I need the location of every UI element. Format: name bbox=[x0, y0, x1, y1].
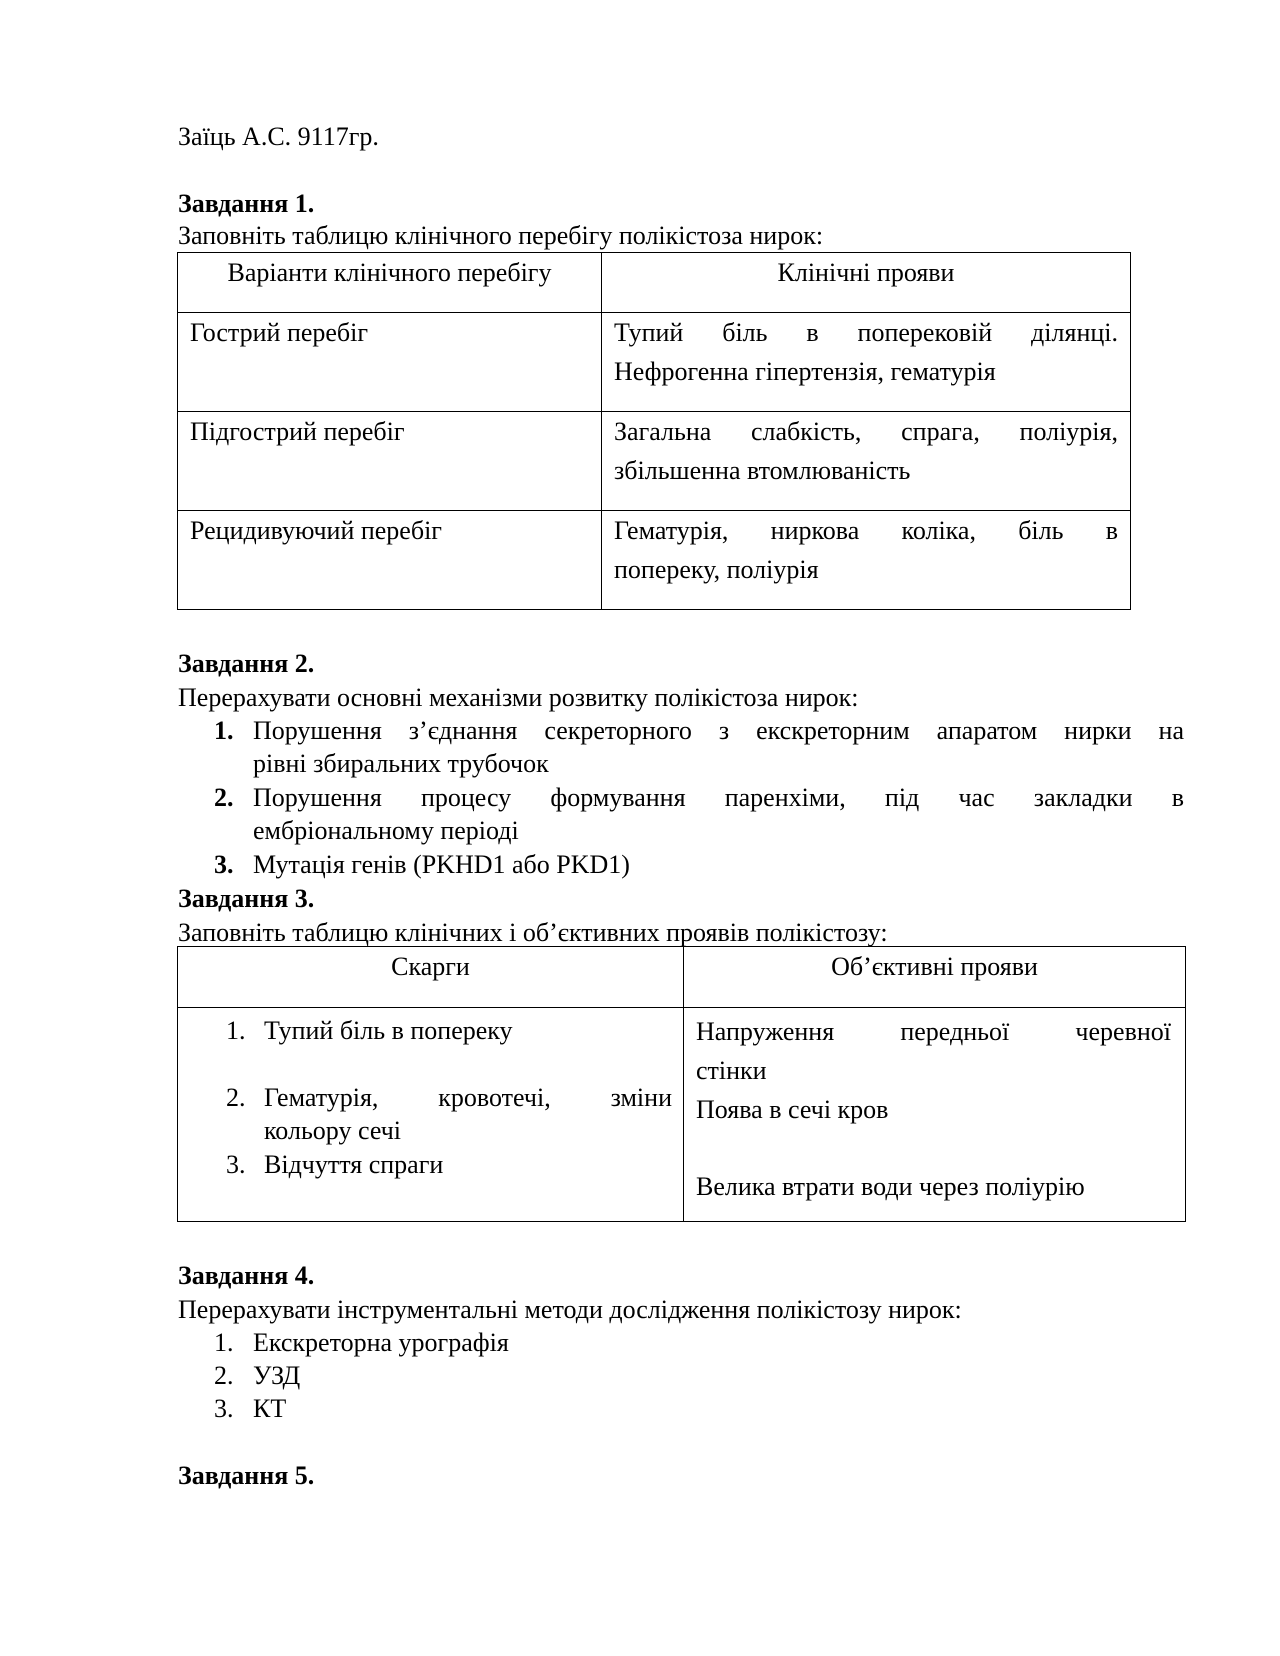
objective-line: Напруження передньої черевної bbox=[696, 1017, 1171, 1046]
list-item-number: 1. bbox=[214, 716, 234, 745]
list-item-line: рівні збиральних трубочок bbox=[253, 749, 549, 778]
task5-title: Завдання 5. bbox=[178, 1461, 315, 1490]
list-item-number: 3. bbox=[226, 1150, 246, 1179]
list-item: Мутація генів (PKHD1 або PKD1) bbox=[253, 850, 630, 879]
task1-header-variant: Варіанти клінічного перебігу bbox=[178, 253, 602, 313]
list-item-line: Порушення процесу формування паренхіми, під час закладки в bbox=[253, 783, 1184, 812]
list-item-number: 1. bbox=[226, 1016, 246, 1045]
task3-table bbox=[177, 946, 1186, 1222]
list-item bbox=[264, 1081, 672, 1147]
objective-item: Поява в сечі кров bbox=[696, 1095, 889, 1124]
table-row bbox=[178, 412, 1131, 511]
task1-header-row bbox=[178, 253, 1131, 313]
list-item: УЗД bbox=[253, 1361, 301, 1390]
task2-title: Завдання 2. bbox=[178, 649, 315, 678]
cell-line: збільшенна втомлюваність bbox=[614, 456, 911, 485]
task3-objective-cell bbox=[684, 1008, 1186, 1222]
task3-instruction: Заповніть таблицю клінічних і об’єктивних проявів полікістозу: bbox=[178, 918, 888, 947]
task1-header-manifestations: Клінічні прояви bbox=[602, 253, 1131, 313]
task1-manifestation-cell bbox=[602, 313, 1131, 412]
task1-manifestation-cell bbox=[602, 412, 1131, 511]
task1-variant-cell: Підгострий перебіг bbox=[178, 412, 602, 511]
list-item-number: 1. bbox=[214, 1328, 234, 1357]
table-row bbox=[178, 511, 1131, 610]
list-item-number: 2. bbox=[214, 1361, 234, 1390]
task1-title: Завдання 1. bbox=[178, 189, 315, 218]
task3-header-objective: Об’єктивні прояви bbox=[684, 947, 1186, 1008]
cell-line: Тупий біль в поперековій ділянці. bbox=[614, 318, 1118, 347]
cell-line: Гематурія, ниркова коліка, біль в bbox=[614, 516, 1118, 545]
list-item-number: 3. bbox=[214, 1394, 234, 1423]
task1-variant-cell: Рецидивуючий перебіг bbox=[178, 511, 602, 610]
list-item bbox=[253, 781, 1184, 847]
task3-complaints-cell bbox=[178, 1008, 684, 1222]
task4-title: Завдання 4. bbox=[178, 1261, 315, 1290]
objective-line: стінки bbox=[696, 1056, 767, 1085]
list-item: Тупий біль в попереку bbox=[264, 1016, 513, 1045]
list-item-number: 3. bbox=[214, 850, 234, 879]
task3-title: Завдання 3. bbox=[178, 884, 315, 913]
task1-manifestation-cell bbox=[602, 511, 1131, 610]
task1-variant-cell: Гострий перебіг bbox=[178, 313, 602, 412]
list-item-number: 2. bbox=[226, 1083, 246, 1112]
task2-instruction: Перерахувати основні механізми розвитку полікістоза нирок: bbox=[178, 683, 859, 712]
list-item-line: ембріональному періоді bbox=[253, 816, 519, 845]
list-item-number: 2. bbox=[214, 783, 234, 812]
author-line: Заїць А.С. 9117гр. bbox=[178, 122, 379, 151]
list-item: КТ bbox=[253, 1394, 287, 1423]
objective-item bbox=[696, 1012, 1171, 1090]
list-item: Відчуття спраги bbox=[264, 1150, 444, 1179]
task1-instruction: Заповніть таблицю клінічного перебігу полікістоза нирок: bbox=[178, 221, 824, 250]
cell-line: Нефрогенна гіпертензія, гематурія bbox=[614, 357, 996, 386]
task1-table bbox=[177, 252, 1131, 610]
task3-header-row bbox=[178, 947, 1186, 1008]
table-row bbox=[178, 313, 1131, 412]
objective-item: Велика втрати води через поліурію bbox=[696, 1172, 1085, 1201]
cell-line: Загальна слабкість, спрага, поліурія, bbox=[614, 417, 1118, 446]
list-item-line: Гематурія, кровотечі, зміни bbox=[264, 1083, 672, 1112]
task3-header-complaints: Скарги bbox=[178, 947, 684, 1008]
list-item: Екскреторна урографія bbox=[253, 1328, 509, 1357]
cell-line: попереку, поліурія bbox=[614, 555, 819, 584]
list-item-line: кольору сечі bbox=[264, 1116, 402, 1145]
table-row bbox=[178, 1008, 1186, 1222]
list-item-line: Порушення з’єднання секреторного з екскреторним апаратом нирки на bbox=[253, 716, 1184, 745]
task4-instruction: Перерахувати інструментальні методи дослідження полікістозу нирок: bbox=[178, 1295, 962, 1324]
list-item bbox=[253, 714, 1184, 780]
